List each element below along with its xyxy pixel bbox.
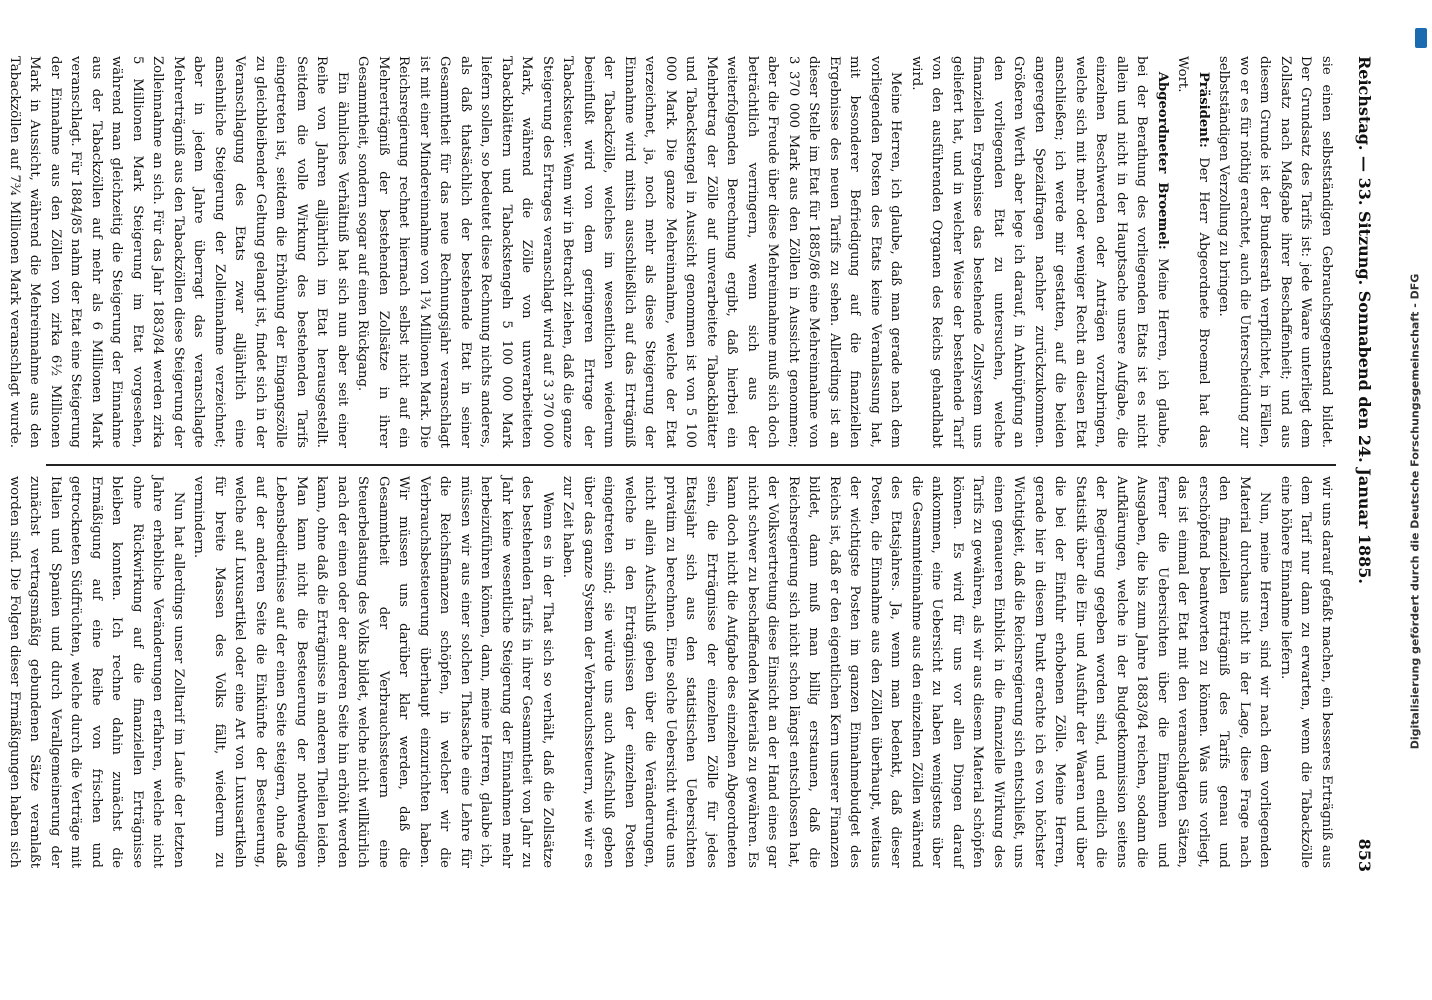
text-column-right [7,476,1336,868]
paragraph [1213,56,1336,448]
running-head: Reichstag. — 33. Sitzung. Sonnabend den 24. Januar 1885. [1355,56,1375,584]
paragraph [1172,56,1213,448]
speaker-name: Abgeordneter Broemel: [1155,71,1170,250]
page-number: 853 [1355,838,1375,872]
column-divider [46,464,1336,466]
paragraph-text: Ein ähnliches Verhältniß hat sich nun aber seit einer Reihe von Jahren alljährlich im Etat herausgestellt. Seitdem die volle Wirkung des bestehenden Tarifs eingetreten ist, seitdem die Erhöhung der Eingangszölle zu gleichbleibender Geltung gelangt ist, findet sich in der Veranschlagung des Etats zwar alljährlich eine ansehnliche Steigerung der Zolleinnahme verzeichnet; aber in jedem Jahre überragt das veranschlagte Mehrerträgniß aus den Tabackzöllen diese Steigerung der Zolleinnahme an sich. Für das Jahr 1883/84 werden zirka 5 Millionen Mark Steigerung im Etat vorgesehen, während man gleichzeitig die Steigerung der Einnahme aus der Tabackzöllen auf mehr als 6 Millionen Mark veranschlagt. Für 1884/85 nahm der Etat eine Steigerung der Einnahme aus den Zöllen von zirka 6½ Millionen Mark in Aussicht, während die Mehreinnahme aus den Tabackzöllen auf 7¾ Millionen Mark veranschlagt wurde. [7,56,350,448]
speaker-name: Präsident: [1196,71,1211,148]
text-column-left [7,56,1336,448]
paragraph [1275,476,1337,868]
paragraph-text: Nun, meine Herren, sind wir nach dem vorliegenden Material durchaus nicht in der Lage, diese Frage nach den finanziellen Erträgniß des Tarifs genau und erschöpfend beantworten zu können. Was uns vorliegt, das ist einmal der Etat mit den veranschlagten Sätzen, ferner die Uebersichten über die Einnahmen und Ausgaben, die bis zum Jahre 1883/84 reichen, sodann die Aufklärungen, welche in der Budgetkommission seitens der Regierung gegeben worden sind, und endlich die Statistik über die Ein- und Ausfuhr der Waaren und über die bei der Einfuhr erhobenen Zölle. Meine Herren, gerade hier in diesem Punkt erachte ich es von höchster Wichtigkeit, daß die Reichsregierung sich entschließt, uns einen genaueren Einblick in die finanzielle Wirkung des Tarifs zu gewähren, als wir aus diesem Material schöpfen können. Es wird für uns vor allen Dingen darauf ankommen, eine Uebersicht zu haben wenigstens über die Gesammteinnahme aus den einzelnen Zöllen während des Etatsjahres. Ja, wenn man bedenkt, daß dieser Posten, die Einnahme aus den Zöllen überhaupt, weitaus der wichtigste Posten im ganzen Einnahmebudget des Reichs ist, daß er den eigentlichen Kern unserer Finanzen bildet, dann muß man billig erstaunen, daß die Reichsregierung sich nicht schon längst entschlossen hat, der Volksvertretung diese Einsicht an der Hand eines gar nicht schwer zu beschaffenden Materials zu gewähren. Es kann doch nicht die Aufgabe des einzelnen Abgeordneten sein, die Erträgnisse der einzelnen Zölle für jedes Etatsjahr sich aus den statistischen Uebersichten privatim zu berechnen. Eine solche Uebersicht würde uns nicht allein Aufschluß geben über die Veränderungen, welche in den Erträgnissen der einzelnen Posten eingetreten sind; sie würde uns auch Aufschluß geben über das ganze System der Verbrauchssteuern, wie wir es zur Zeit haben. [560,476,1273,868]
paragraph-text: Meine Herren, ich glaube, daß man gerade nach dem vorliegenden Posten des Etats keine Veranlassung hat, mit besonderer Befriedigung auf die finanziellen Ergebnisse des neuen Tarifs zu sehen. Allerdings ist an dieser Stelle im Etat für 1885/86 eine Mehreinnahme von 3 370 000 Mark aus den Zöllen in Aussicht genommen; aber die Freude über diese Mehreinnahme muß sich doch beträchtlich verringern, wenn sich aus der weiterfolgenden Berechnung ergibt, daß hierbei ein Mehrbetrag der Zölle auf unverarbeitete Tabackblätter und Tabackstengel in Aussicht genommen ist von 5 100 000 Mark. Die ganze Mehreinnahme, welche der Etat verzeichnet, ja, noch mehr als diese Steigerung der Einnahme wird mitsin ausschließlich auf das Erträgniß der Tabackzölle, welches im wesentlichen wiederum beeinflußt wird von dem geringeren Ertrage der Tabacksteuer. Wenn wir in Betracht ziehen, daß die ganze Steigerung des Ertrages veranschlagt wird auf 3 370 000 Mark, während die Zölle von unverarbeiteten Tabackblättern und Tabackstengeln 5 100 000 Mark liefern sollen, so bedeutet diese Rechnung nichts anderes, als daß thatsächlich der bestehende Etat in seiner Gesammtheit für das neue Rechnungsjahr veranschlagt ist mit einer Mindereinnahme von 1¾ Millionen Mark. Die Reichsregierung rechnet hiernach selbst nicht auf ein Mehrerträgniß der bestehenden Zollsätze in ihrer Gesammtheit, sondern sogar auf einen Rückgang. [355,56,904,448]
paragraph-text: Nun hat allerdings unser Zolltarif im Laufe der letzten Jahre erhebliche Veränderungen erfahren, welche nicht ohne Rückwirkung auf die finanziellen Erträgnisse bleiben konnten. Ich rechne dahin zunächst die Ermäßigung auf eine Reihe von frischen und getrockneten Südfrüchten, welche durch die Verträge mit Italien und Spanien und durch Verallgemeinerung der zunächst vertragsmäßig gebundenen Sätze veranlaßt worden sind. Die Folgen dieser Ermäßigungen haben sich [7,476,186,868]
digitization-credit [1400,40,1430,970]
paragraph-text: Der Herr Abgeordnete Broemel hat das Wort. [1175,56,1211,448]
paragraph [188,476,557,868]
paragraph-text: sie einen selbstständigen Gebrauchsgegenstand bildet. Der Grundsatz des Tarifs ist: jede Waare unterliegt dem Zollsatz nach Maßgabe ihrer Beschaffenheit; und aus diesem Grunde ist der Bundesrath verpflichtet, in Fällen, wo er es für nöthig erachtet, auch die Unterscheidung zur selbstständigen Verzollung zu bringen. [1216,56,1334,448]
paragraph [352,56,906,448]
paragraph [0,56,352,448]
paragraph [557,476,1275,868]
page-header [1352,56,1378,872]
paragraph-text: Meine Herren, ich glaube, bei der Berathung des vorliegenden Etats ist es nicht allein und nicht in der Hauptsache unsere Aufgabe, die einzelnen Beschwerden oder Anträgen vorzubringen, welche sich mit mehr oder weniger Recht an diesen Etat anschließen; ich werde mir gestatten, auf die beiden angeregten Spezialfragen nachher zurückzukommen. Größeren Werth aber lege ich darauf, in Anknüpfung an den vorliegenden Etat zu untersuchen, welche finanziellen Ergebnisse das bestehende Zollsystem uns geliefert hat, und in welcher Weise der bestehende Tarif von den ausführenden Organen des Reichs gehandhabt wird. [909,56,1170,448]
credit-text: Digitalisierung gefördert durch die Deutsche Forschungsgemeinschaft - DFG [1408,273,1422,750]
paragraph-text: Wenn es in der That sich so verhält, daß die Zollsätze des bestehenden Tarifs in ihrer Gesammtheit von Jahr zu Jahr keine wesentliche Steigerung der Einnahmen mehr herbeizuführen können, dann, meine Herren, glaube ich, müssen wir aus einer solchen Thatsache eine Lehre für die Reichsfinanzen schöpfen, in welcher wir die Verbrauchsbesteuerung überhaupt einzurichten haben. Wir müssen uns darüber klar werden, daß die Gesammtheit der Verbrauchssteuern eine Steuerbelastung des Volks bildet, welche nicht willkürlich nach der einen oder der anderen Seite hin erhöht werden kann, ohne daß die Erträgnisse in anderen Theilen leiden. Man kann nicht die Besteuerung der nothwendigen Lebensbedürfnisse auf der einen Seite steigern, ohne daß auf der anderen Seite die Einkünfte der Besteuerung, welche auf Luxusartikel oder eine Art von Luxusartikeln für breite Massen des Volks fällt, wiederum zu vermindern. [191,476,555,868]
paragraph-text: wir uns darauf gefaßt machen, ein besseres Erträgniß aus dem Tarif nur dann zu erwarten, wenn die Tabackzölle eine höhere Einnahme liefern. [1278,476,1334,868]
paragraph [0,476,188,868]
paragraph [906,56,1173,448]
dfg-logo-icon [1415,28,1427,48]
